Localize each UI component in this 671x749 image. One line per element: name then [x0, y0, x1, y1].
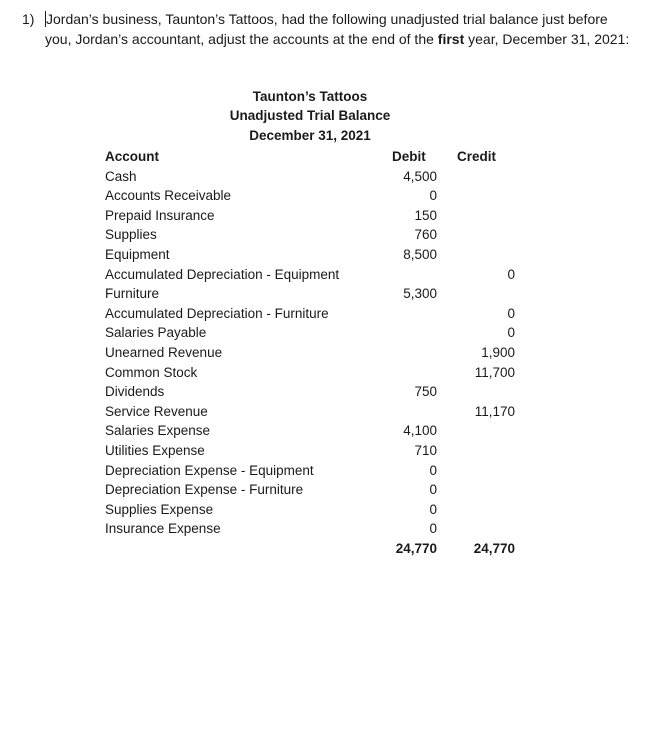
debit-amount: 0 — [429, 188, 437, 204]
account-name: Cash — [105, 168, 137, 184]
debit-amount: 4,100 — [403, 423, 437, 439]
table-row — [105, 206, 525, 226]
table-row — [105, 441, 525, 461]
account-name: Depreciation Expense - Furniture — [105, 482, 304, 498]
table-row — [105, 500, 525, 520]
table-row — [105, 461, 525, 481]
debit-amount: 8,500 — [403, 246, 437, 262]
account-name: Utilities Expense — [105, 442, 205, 458]
table-header-row — [105, 147, 525, 167]
table-row — [105, 363, 525, 383]
debit-total: 24,770 — [395, 540, 437, 556]
credit-amount: 0 — [507, 305, 515, 321]
debit-amount: 760 — [414, 227, 437, 243]
table-row — [105, 480, 525, 500]
table-row — [105, 304, 525, 324]
table-row — [105, 186, 525, 206]
question-block — [22, 10, 632, 49]
debit-amount: 750 — [414, 384, 437, 400]
table-row — [105, 402, 525, 422]
debit-amount: 710 — [414, 442, 437, 458]
table-row — [105, 343, 525, 363]
credit-amount: 0 — [507, 325, 515, 341]
table-body — [105, 167, 525, 539]
account-name: Service Revenue — [105, 403, 208, 419]
account-name: Unearned Revenue — [105, 344, 223, 360]
totals-row — [105, 539, 525, 559]
account-name: Salaries Payable — [105, 325, 207, 341]
table-row — [105, 265, 525, 285]
question-bold-word: first — [437, 30, 465, 47]
account-name: Common Stock — [105, 364, 198, 380]
debit-column-header: Debit — [392, 149, 426, 164]
table-row — [105, 519, 525, 539]
credit-column-header: Credit — [457, 149, 497, 164]
debit-amount: 0 — [429, 482, 437, 498]
account-name: Supplies — [105, 227, 157, 243]
account-name: Insurance Expense — [105, 521, 221, 537]
credit-total: 24,770 — [473, 540, 515, 556]
debit-amount: 0 — [429, 462, 437, 478]
account-name: Depreciation Expense - Equipment — [105, 462, 314, 478]
table-row — [105, 225, 525, 245]
question-text-part-2: year, December 31, 2021: — [464, 30, 630, 47]
table-row — [105, 284, 525, 304]
account-name: Accumulated Depreciation - Furniture — [105, 305, 329, 321]
account-name: Furniture — [105, 286, 160, 302]
statement-date: December 31, 2021 — [249, 128, 371, 143]
table-row — [105, 382, 525, 402]
credit-amount: 0 — [507, 266, 515, 282]
statement-title: Unadjusted Trial Balance — [229, 108, 391, 123]
debit-amount: 0 — [429, 521, 437, 537]
debit-amount: 0 — [429, 501, 437, 517]
table-row — [105, 323, 525, 343]
account-name: Supplies Expense — [105, 501, 214, 517]
debit-amount: 5,300 — [403, 286, 437, 302]
account-name: Salaries Expense — [105, 423, 211, 439]
table-row — [105, 245, 525, 265]
account-name: Equipment — [105, 246, 170, 262]
question-text-part-1: Jordan’s business, Taunton’s Tattoos, had the following unadjusted trial balance just before you, Jordan’s accountant, adjust the accounts at the end of the — [45, 11, 608, 47]
table-row — [105, 167, 525, 187]
question-number: 1) — [22, 11, 35, 27]
account-name: Prepaid Insurance — [105, 207, 215, 223]
account-name: Accounts Receivable — [105, 188, 232, 204]
credit-amount: 11,170 — [474, 403, 515, 419]
table-row — [105, 421, 525, 441]
company-name: Taunton’s Tattoos — [252, 89, 368, 104]
account-name: Accumulated Depreciation - Equipment — [105, 266, 340, 282]
question-text[interactable] — [45, 10, 632, 49]
credit-amount: 11,700 — [474, 364, 515, 380]
account-name: Dividends — [105, 384, 165, 400]
credit-amount: 1,900 — [481, 344, 515, 360]
trial-balance-table — [105, 147, 525, 558]
debit-amount: 4,500 — [403, 168, 437, 184]
account-column-header: Account — [105, 149, 159, 164]
debit-amount: 150 — [414, 207, 437, 223]
